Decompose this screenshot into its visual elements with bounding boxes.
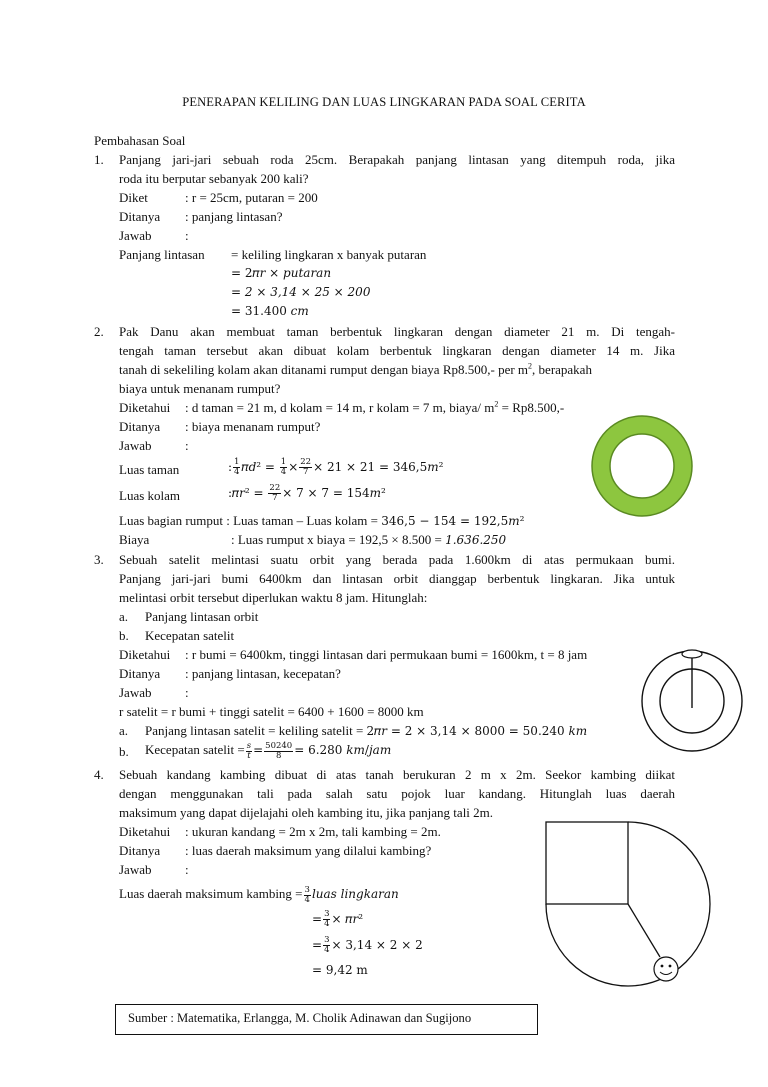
p1-step-4: = 31.400 𝑐𝑚 <box>231 304 309 318</box>
source-box <box>115 1004 538 1035</box>
page-title: PENERAPAN KELILING DAN LUAS LINGKARAN PADA SOAL CERITA <box>182 95 586 109</box>
problem-2-number: 2. <box>94 324 104 339</box>
rope-line <box>628 904 660 957</box>
problem-1-number: 1. <box>94 152 104 167</box>
p3-item-a-text: Panjang lintasan orbit <box>145 609 259 624</box>
p4-luas-line-4: = 9,42 m <box>312 963 368 977</box>
p3-answer-b-label: b. <box>119 744 129 759</box>
problem-3-number: 3. <box>94 552 104 567</box>
p2-biaya-value: : Luas rumput x biaya = 192,5 × 8.500 = 1.636.250 <box>231 532 507 547</box>
p2-jawab-label: Jawab <box>119 438 152 453</box>
p2-biaya-label: Biaya <box>119 532 150 547</box>
p2-luas-taman-label: Luas taman <box>119 462 180 477</box>
p3-r-satelit: r satelit = r bumi + tinggi satelit = 6400 + 1600 = 8000 km <box>119 704 424 719</box>
p2-diket-label: Diketahui <box>119 400 171 415</box>
problem-2-line-3: tanah di sekeliling kolam akan ditanami rumput dengan biaya Rp8.500,- per $m^2$, berapakah <box>119 361 592 377</box>
problem-4-line-1: Sebuah kandang kambing dibuat di atas tanah berukuran 2 m x 2m. Seekor kambing diikat <box>119 767 675 782</box>
p2-luas-kolam-label: Luas kolam <box>119 488 181 503</box>
p1-step-2: = 2𝜋𝑟 × 𝑝𝑢𝑡𝑎𝑟𝑎𝑛 <box>231 266 332 280</box>
p1-ditanya-value: : panjang lintasan? <box>185 209 283 224</box>
problem-1-line-2: roda itu berputar sebanyak 200 kali? <box>119 171 309 186</box>
problem-4-line-2: dengan menggunakan tali pada salah satu pojok luar kandang. Hitunglah luas daerah <box>119 786 675 801</box>
problem-3-line-3: melintasi orbit tersebut diperlukan waktu 8 jam. Hitunglah: <box>119 590 428 605</box>
pen-square <box>546 822 628 904</box>
p1-step-1: = keliling lingkaran x banyak putaran <box>231 247 427 262</box>
p3-item-b-text: Kecepatan satelit <box>145 628 235 643</box>
p2-diket-value: : d taman = 21 m, d kolam = 14 m, r kolam = 7 m, biaya/ $m^2 = Rp8.500,-$ <box>185 399 565 415</box>
p3-diket-label: Diketahui <box>119 647 171 662</box>
p1-step-3: = 2 × 3,14 × 25 × 200 <box>231 285 371 299</box>
satellite-orbit-figure <box>636 645 746 755</box>
p3-item-a-label: a. <box>119 609 129 624</box>
p2-luas-rumput: Luas bagian rumput : Luas taman – Luas kolam = 346,5 − 154 = 192,5𝑚² <box>119 513 525 528</box>
p4-diket-value: : ukuran kandang = 2m x 2m, tali kambing = 2m. <box>185 824 441 839</box>
problem-3-line-1: Sebuah satelit melintasi suatu orbit yang berada pada 1.600km di atas permukaan bumi. <box>119 552 675 567</box>
p4-jawab-label: Jawab <box>119 862 152 877</box>
problem-3-line-2: Panjang jari-jari bumi 6400km dan lintasan orbit dianggap berbentuk lingkaran. Jika untuk <box>119 571 675 586</box>
p3-item-b-label: b. <box>119 628 129 643</box>
problem-1-line-1: Panjang jari-jari sebuah roda 25cm. Berapakah panjang lintasan yang ditempuh roda, jika <box>119 152 675 167</box>
p3-jawab-colon: : <box>185 685 189 700</box>
p2-ditanya-value: : biaya menanam rumput? <box>185 419 321 434</box>
p3-diket-value: : r bumi = 6400km, tinggi lintasan dari permukaan bumi = 1600km, t = 8 jam <box>185 647 588 662</box>
p3-answer-a: Panjang lintasan satelit = keliling satelit = 2𝜋𝑟 = 2 × 3,14 × 8000 = 50.240 𝑘𝑚 <box>145 723 588 738</box>
p3-ditanya-label: Ditanya <box>119 666 161 681</box>
satellite-mark <box>682 650 702 658</box>
problem-2-line-4: biaya untuk menanam rumput? <box>119 381 281 396</box>
p4-diket-label: Diketahui <box>119 824 171 839</box>
p1-jawab-colon: : <box>185 228 189 243</box>
goat-smiley-icon <box>654 957 678 981</box>
p2-luas-taman-formula: : $\frac{1}{4}$ 𝜋𝑑² = $\frac{1}{4}$ × $\frac{22}{7}$ × 21 × 21 = 346,5𝑚² <box>228 457 444 477</box>
source-text: Sumber : Matematika, Erlangga, M. Cholik Adinawan dan Sugijono <box>128 1011 472 1025</box>
p1-panjang-lintasan-label: Panjang lintasan <box>119 247 205 262</box>
p2-luas-kolam-formula: :𝜋𝑟² = $\frac{22}{7}$ × 7 × 7 = 154𝑚² <box>228 483 386 503</box>
p4-ditanya-value: : luas daerah maksimum yang dilalui kambing? <box>185 843 432 858</box>
p4-luas-line-2: = $\frac{3}{4}$ × 𝜋𝑟² <box>312 909 364 929</box>
pond-inner-circle <box>610 434 674 498</box>
problem-4-number: 4. <box>94 767 104 782</box>
p3-answer-a-label: a. <box>119 723 129 738</box>
p4-luas-line-3: = $\frac{3}{4}$ × 3,14 × 2 × 2 <box>312 935 423 955</box>
p3-jawab-label: Jawab <box>119 685 152 700</box>
garden-ring-figure <box>588 410 698 520</box>
p4-luas-line-1: Luas daerah maksimum kambing = $\frac{3}{4}$ 𝑙𝑢𝑎𝑠 𝑙𝑖𝑛𝑔𝑘𝑎𝑟𝑎𝑛 <box>119 884 399 905</box>
p4-jawab-colon: : <box>185 862 189 877</box>
p2-jawab-colon: : <box>185 438 189 453</box>
p4-ditanya-label: Ditanya <box>119 843 161 858</box>
problem-2-line-2: tengah taman tersebut akan dibuat kolam berbentuk lingkaran dengan diameter 14 m. Jika <box>119 343 675 358</box>
p3-answer-b: Kecepatan satelit = $\frac{\text{𝑠}}{\text{𝑡}}$ = $\frac{50240}{8}$ = 6.280 𝑘𝑚/𝑗𝑎𝑚 <box>145 740 392 761</box>
p1-diket-value: : r = 25cm, putaran = 200 <box>185 190 318 205</box>
p1-ditanya-label: Ditanya <box>119 209 161 224</box>
p3-ditanya-value: : panjang lintasan, kecepatan? <box>185 666 341 681</box>
p2-ditanya-label: Ditanya <box>119 419 161 434</box>
p1-diket-label: Diket <box>119 190 148 205</box>
goat-pen-figure <box>540 820 720 990</box>
problem-2-line-1: Pak Danu akan membuat taman berbentuk lingkaran dengan diameter 21 m. Di tengah- <box>119 324 675 339</box>
problem-4-line-3: maksimum yang dapat dijelajahi oleh kambing itu, jika panjang tali 2m. <box>119 805 494 820</box>
p1-jawab-label: Jawab <box>119 228 152 243</box>
section-heading: Pembahasan Soal <box>94 133 186 148</box>
